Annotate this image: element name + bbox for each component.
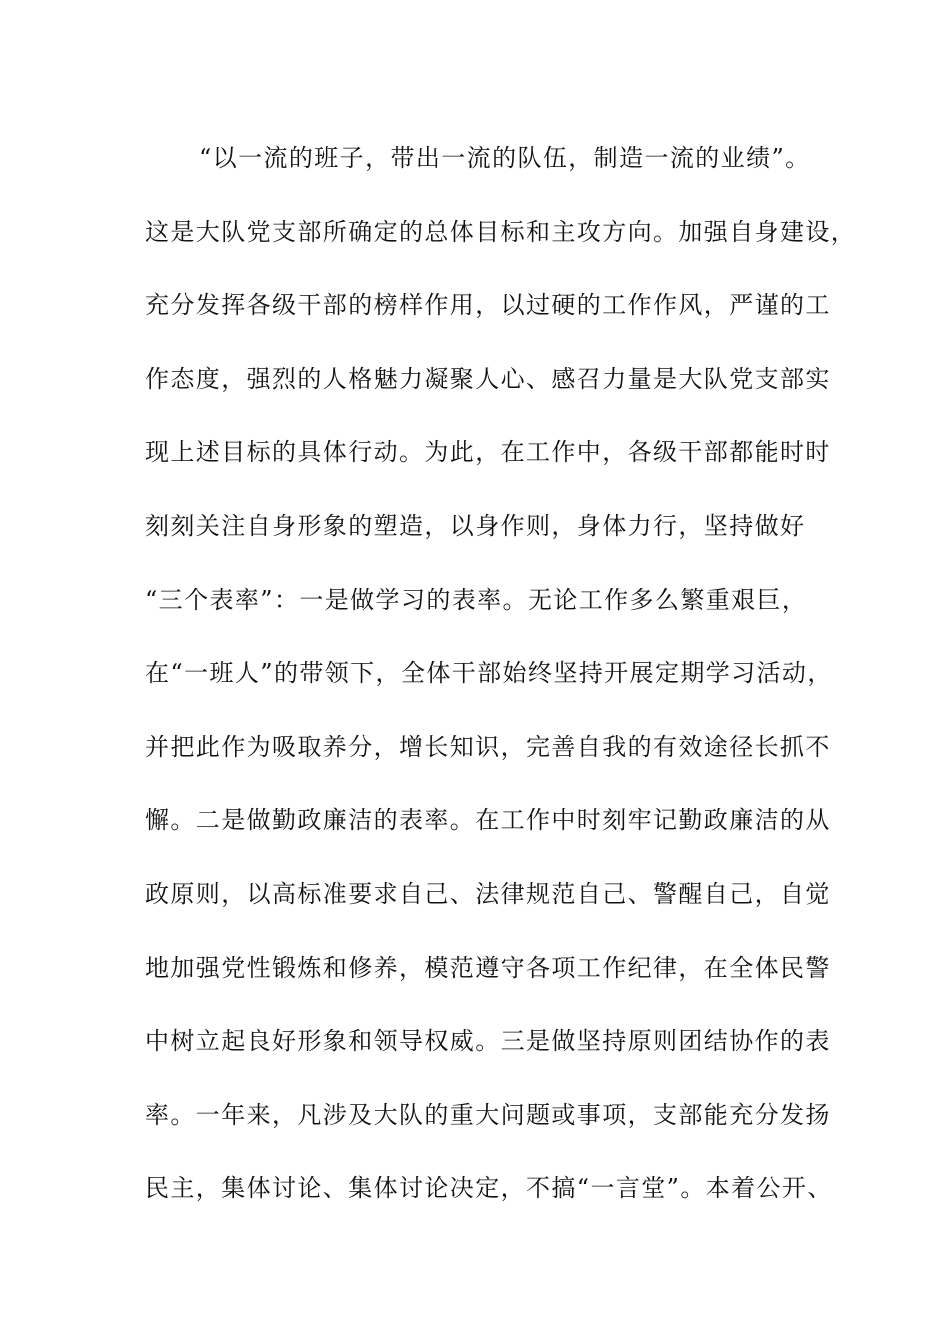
text-line: 刻刻关注自身形象的塑造，以身作则，身体力行，坚持做好 <box>145 511 806 540</box>
text-line: 民主，集体讨论、集体讨论决定，不搞“一言堂”。本着公开、 <box>145 1174 833 1203</box>
text-line: 在“一班人”的带领下，全体干部始终坚持开展定期学习活动， <box>145 659 833 688</box>
text-line: 地加强党性锻炼和修养，模范遵守各项工作纪律，在全体民警 <box>145 953 831 982</box>
text-line: 中树立起良好形象和领导权威。三是做坚持原则团结协作的表 <box>145 1027 831 1056</box>
text-line: 率。一年来，凡涉及大队的重大问题或事项，支部能充分发扬 <box>145 1100 831 1129</box>
text-line: 政原则，以高标准要求自己、法律规范自己、警醒自己，自觉 <box>145 879 831 908</box>
text-line: 充分发挥各级干部的榜样作用，以过硬的工作作风，严谨的工 <box>145 291 831 320</box>
text-line: 现上述目标的具体行动。为此，在工作中，各级干部都能时时 <box>145 438 831 467</box>
body-paragraph <box>145 134 857 1238</box>
text-line: 这是大队党支部所确定的总体目标和主攻方向。加强自身建设， <box>145 217 857 246</box>
text-line: “三个表率”：一是做学习的表率。无论工作多么繁重艰巨， <box>145 585 808 614</box>
text-line: 并把此作为吸取养分，增长知识，完善自我的有效途径长抓不 <box>145 732 831 761</box>
text-line: 懈。二是做勤政廉洁的表率。在工作中时刻牢记勤政廉洁的从 <box>145 806 831 835</box>
text-line: “以一流的班子，带出一流的队伍，制造一流的业绩”。 <box>199 144 811 172</box>
text-line: 作态度，强烈的人格魅力凝聚人心、感召力量是大队党支部实 <box>145 364 831 393</box>
